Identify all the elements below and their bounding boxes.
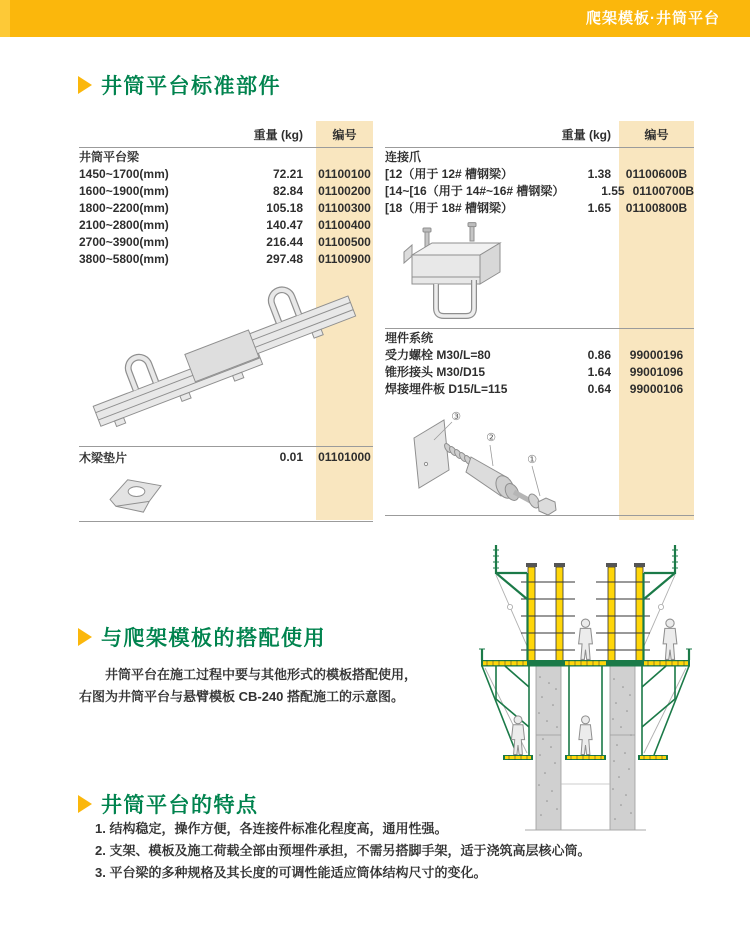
table-row: 2700~3900(mm) 216.44 01100500 — [79, 234, 371, 249]
table-row: [12（用于 12# 槽钢梁） 1.38 01100600B — [385, 166, 688, 181]
section-usage-heading — [78, 622, 326, 652]
section-arrow-icon — [78, 628, 92, 646]
embed-label-2: ② — [486, 432, 496, 444]
table-row: 锥形接头 M30/D15 1.64 99001096 — [385, 364, 684, 379]
column-header-code: 编号 — [644, 127, 669, 142]
group-label-row — [385, 148, 694, 165]
group-label-row — [79, 148, 373, 165]
table-row: 1600~1900(mm) 82.84 01100200 — [79, 183, 371, 198]
table-row: [14~[16（用于 14#~16# 槽钢梁） 1.55 01100700B — [385, 183, 694, 198]
scaffold-schematic-illustration — [428, 537, 743, 837]
section-features-heading — [78, 789, 259, 819]
feature-item: 2. 支架、模板及施工荷载全部由预埋件承担，不需另搭脚手架，适于浇筑高层核心筒。 — [95, 843, 591, 858]
table-row: 受力螺栓 M30/L=80 0.86 99000196 — [385, 347, 684, 362]
header-edge-strip — [0, 0, 10, 37]
connection-claw-illustration — [398, 222, 528, 322]
group-label-row — [385, 329, 694, 346]
table-row: 1450~1700(mm) 72.21 01100100 — [79, 166, 371, 181]
section-parts-heading — [78, 70, 281, 100]
group-label: 埋件系统 — [385, 331, 434, 345]
table-row: 3800~5800(mm) 297.48 01100900 — [79, 251, 371, 266]
usage-paragraph: 井筒平台在施工过程中要与其他形式的模板搭配使用，右图为井筒平台与悬臂模板 CB-240 搭配施工的示意图。 — [79, 667, 418, 704]
feature-item: 3. 平台梁的多种规格及其长度的可调性能适应筒体结构尺寸的变化。 — [95, 865, 487, 880]
section-arrow-icon — [78, 76, 92, 94]
column-header-weight: 重量 (kg) — [253, 127, 303, 142]
header-title: 爬架模板·井筒平台 — [586, 10, 720, 27]
embed-system-illustration — [398, 408, 598, 518]
table-row: 焊接埋件板 D15/L=115 0.64 99000106 — [385, 381, 684, 396]
table-row: 木梁垫片 0.01 01101000 — [79, 450, 371, 465]
section-parts-title: 井筒平台标准部件 — [101, 75, 281, 98]
feature-item: 1. 结构稳定，操作方便，各连接件标准化程度高，通用性强。 — [95, 821, 448, 836]
table-row: 2100~2800(mm) 140.47 01100400 — [79, 217, 371, 232]
column-header-code: 编号 — [332, 127, 357, 142]
wood-beam-washer-illustration — [100, 468, 174, 520]
table-header-row — [385, 121, 694, 147]
table-rule — [79, 521, 373, 522]
group-label: 井筒平台梁 — [79, 150, 140, 164]
embed-label-1: ① — [527, 454, 537, 466]
embed-label-3: ③ — [451, 411, 461, 423]
table-row: 1800~2200(mm) 105.18 01100300 — [79, 200, 371, 215]
section-usage-title: 与爬架模板的搭配使用 — [101, 627, 326, 650]
platform-beam-illustration — [80, 266, 372, 448]
section-features-title: 井筒平台的特点 — [101, 794, 259, 817]
section-arrow-icon — [78, 795, 92, 813]
table-header-row — [79, 121, 373, 147]
column-header-weight: 重量 (kg) — [561, 127, 611, 142]
group-label: 连接爪 — [385, 150, 422, 164]
page-header-bar — [0, 0, 750, 37]
table-row: [18（用于 18# 槽钢梁） 1.65 01100800B — [385, 200, 688, 215]
